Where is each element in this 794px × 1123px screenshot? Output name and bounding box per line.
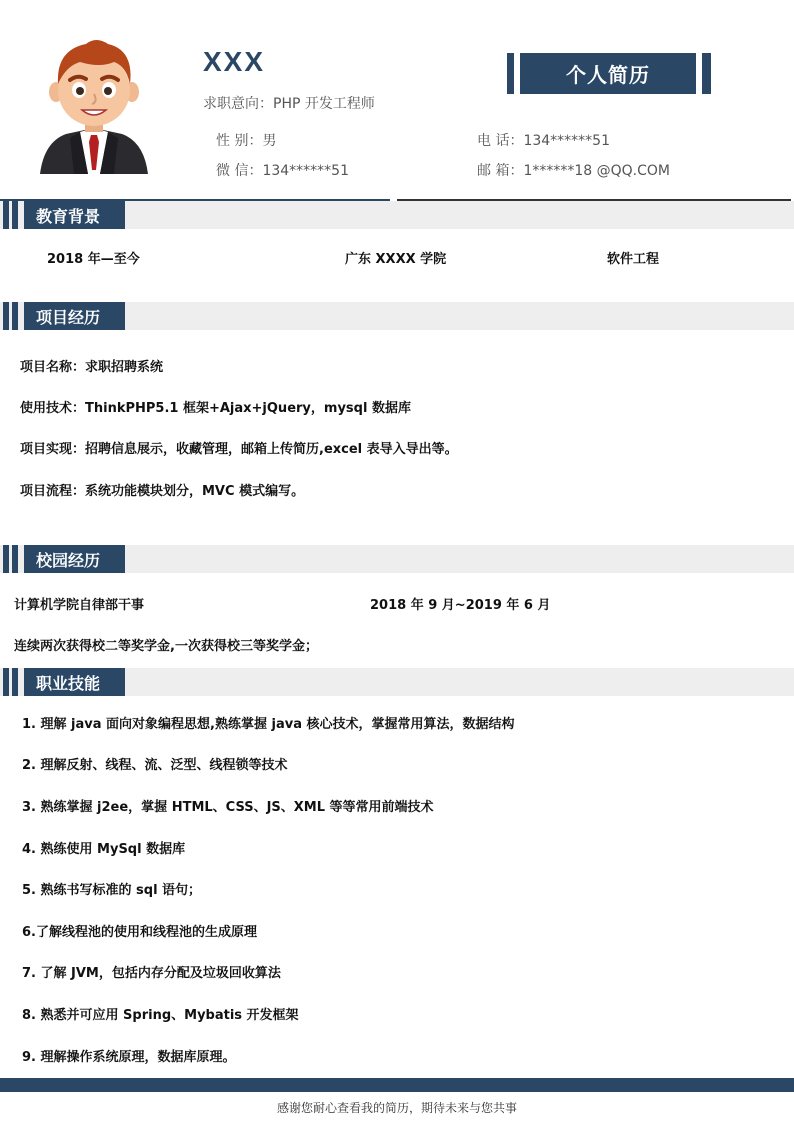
footer-text: 感谢您耐心查看我的简历，期待未来与您共事: [276, 1101, 517, 1115]
phone-label: 电 话：: [477, 133, 524, 149]
email-value: 1******18 @QQ.COM: [523, 163, 670, 179]
header-divider-right: [397, 191, 791, 199]
wechat-value: 134******51: [262, 163, 349, 179]
skill-item: 9. 理解操作系统原理，数据库原理。: [22, 1050, 236, 1065]
skill-item: 2. 理解反射、线程、流、泛型、线程锁等技术: [22, 758, 288, 773]
footer-bar: [0, 1078, 794, 1092]
candidate-name: XXX: [203, 46, 266, 77]
education-major: 软件工程: [607, 252, 660, 267]
skill-item: 3. 熟练掌握 j2ee，掌握 HTML、CSS、JS、XML 等等常用前端技术: [22, 800, 434, 815]
education-school: 广东 XXXX 学院: [345, 252, 447, 267]
section-title-education: 教育背景: [24, 201, 125, 229]
email-label: 邮 箱：: [477, 163, 524, 179]
skill-item: 8. 熟悉并可应用 Spring、Mybatis 开发框架: [22, 1008, 299, 1023]
avatar: [36, 32, 152, 174]
skill-item: 6.了解线程池的使用和线程池的生成原理: [22, 925, 257, 940]
phone-field: [477, 130, 610, 150]
section-title-campus: 校园经历: [24, 545, 125, 573]
project-line: 项目名称：求职招聘系统: [20, 360, 164, 375]
gender-label: 性 别：: [216, 133, 263, 149]
campus-award: 连续两次获得校二等奖学金,一次获得校三等奖学金；: [14, 639, 318, 654]
campus-period: 2018 年 9 月~2019 年 6 月: [370, 598, 551, 613]
project-line: 使用技术：ThinkPHP5.1 框架+Ajax+jQuery，mysql 数据库: [20, 401, 411, 416]
wechat-field: [216, 160, 349, 180]
gender-value: 男: [262, 133, 277, 149]
phone-value: 134******51: [523, 133, 610, 149]
section-title-skills: 职业技能: [24, 668, 125, 696]
skill-item: 4. 熟练使用 MySql 数据库: [22, 842, 186, 857]
header-divider-left: [0, 191, 390, 199]
email-field: [477, 160, 670, 180]
project-line: 项目实现：招聘信息展示，收藏管理，邮箱上传简历,excel 表导入导出等。: [20, 442, 458, 457]
resume-title-banner: [507, 53, 711, 94]
job-objective-value: PHP 开发工程师: [273, 96, 375, 112]
education-period: 2018 年—至今: [47, 252, 140, 267]
job-objective: [203, 93, 375, 113]
section-title-projects: 项目经历: [24, 302, 125, 330]
skill-item: 7. 了解 JVM，包括内存分配及垃圾回收算法: [22, 966, 281, 981]
campus-role: 计算机学院自律部干事: [14, 598, 145, 613]
resume-title: 个人简历: [520, 53, 696, 94]
job-objective-label: 求职意向：: [203, 96, 273, 112]
gender-field: [216, 130, 276, 150]
wechat-label: 微 信：: [216, 163, 263, 179]
skill-item: 5. 熟练书写标准的 sql 语句；: [22, 883, 202, 898]
skill-item: 1. 理解 java 面向对象编程思想,熟练掌握 java 核心技术，掌握常用算法，数据结构: [22, 717, 515, 732]
project-line: 项目流程：系统功能模块划分，MVC 模式编写。: [20, 484, 305, 499]
